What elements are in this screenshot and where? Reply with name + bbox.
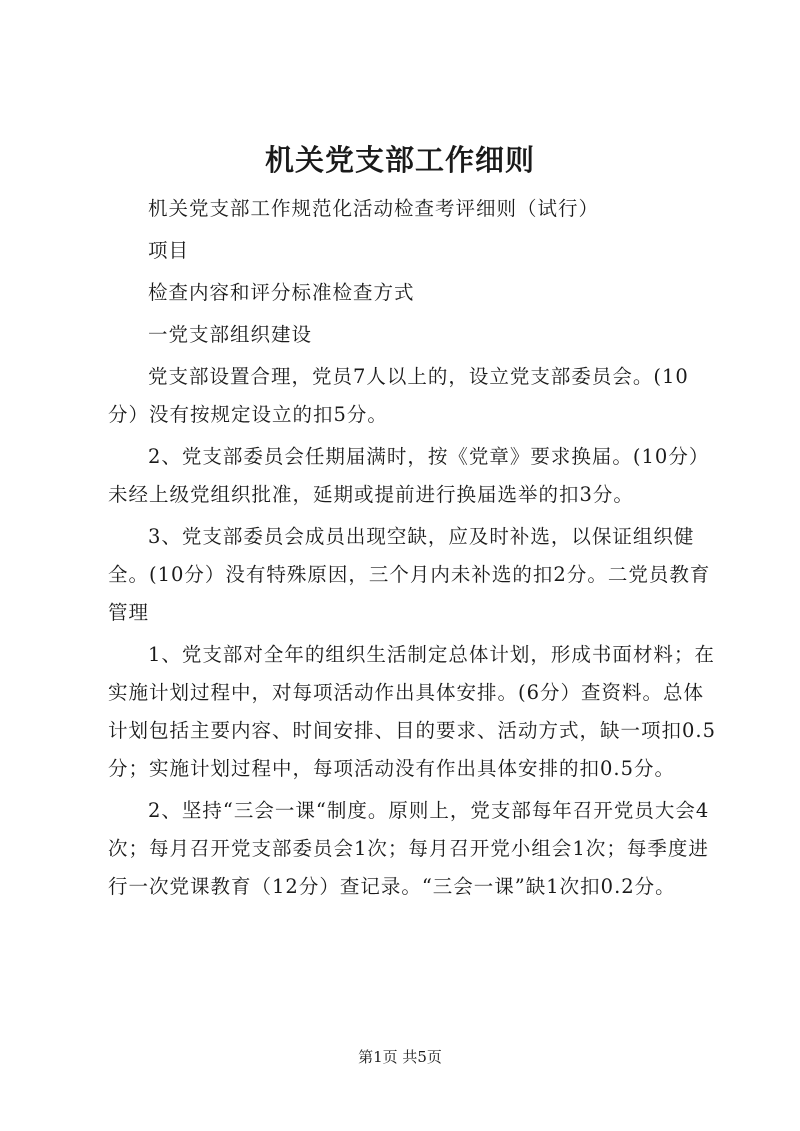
paragraph-annual-plan: 1、党支部对全年的组织生活制定总体计划，形成书面材料；在实施计划过程中，对每项活动作出具体安排。(6分）查资料。总体计划包括主要内容、时间安排、目的要求、活动方式，缺一项扣0.5分；实施计划过程中，每项活动没有作出具体安排的扣0.5分。 [108, 643, 717, 780]
paragraph-three-meetings: 2、坚持“三会一课“制度。原则上，党支部每年召开党员大会4次；每月召开党支部委员会1次；每月召开党小组会1次；每季度进行一次党课教育（12分）查记录。“三会一课”缺1次扣0.2分。 [108, 799, 710, 898]
document-title: 机关党支部工作细则 [264, 143, 535, 177]
page-footer: 第1页 共5页 [358, 1048, 442, 1066]
paragraph-subtitle: 机关党支部工作规范化活动检查考评细则（试行） [148, 197, 600, 220]
paragraph-term-renewal: 2、党支部委员会任期届满时，按《党章》要求换届。(10分）未经上级党组织批准，延期或提前进行换届选举的扣3分。 [108, 445, 710, 506]
paragraph-column-headings: 检查内容和评分标准检查方式 [148, 281, 415, 304]
paragraph-item-heading: 项目 [148, 239, 190, 262]
document-body [108, 190, 720, 910]
paragraph-vacancy-election: 3、党支部委员会成员出现空缺，应及时补选，以保证组织健全。(10分）没有特殊原因，三个月内未补选的扣2分。二党员教育管理 [108, 525, 711, 624]
paragraph-section-one: 一党支部组织建设 [148, 323, 313, 346]
paragraph-branch-setup: 党支部设置合理，党员7人以上的，设立党支部委员会。(10分）没有按规定设立的扣5分。 [108, 365, 689, 426]
